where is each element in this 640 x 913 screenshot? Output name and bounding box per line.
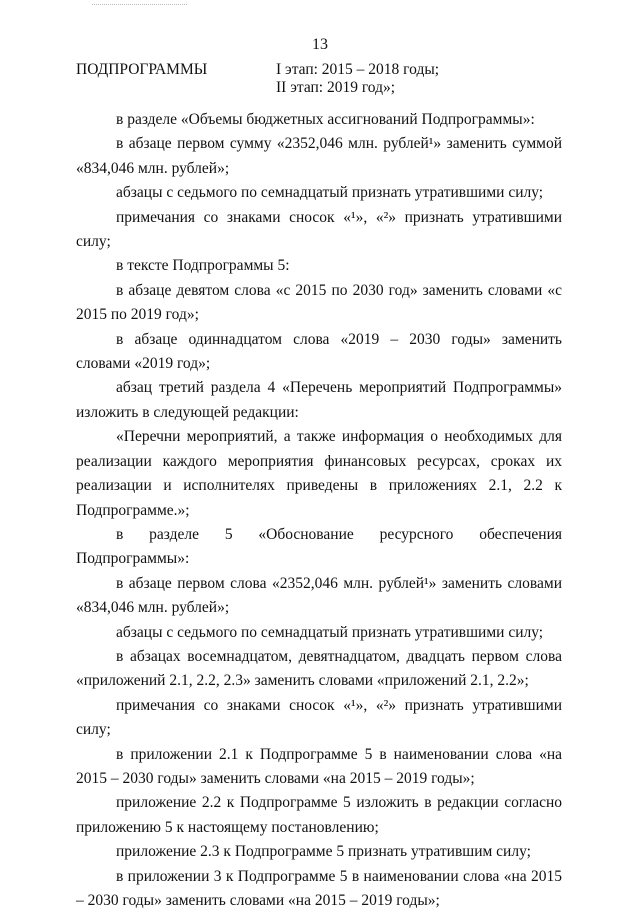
paragraph: в абзаце одиннадцатом слова «2019 – 2030 годы» заменить словами «2019 год»; xyxy=(76,330,562,373)
stage-1-line: I этап: 2015 – 2018 годы; xyxy=(276,61,440,78)
paragraph: в разделе «Объемы бюджетных ассигнований Подпрограммы»: xyxy=(116,111,535,128)
paragraph: абзацы с седьмого по семнадцатый признать утратившими силу; xyxy=(116,184,544,202)
paragraph: «Перечни мероприятий, а также информация о необходимых для реализации каждого мероприятия финансовых ресурсах, сроках их реализации и исполнителях приведены в приложениях 2.1, 2.2 к Подпрограмме.»; xyxy=(76,428,562,519)
paragraph: в абзаце первом сумму «2352,046 млн. рублей¹» заменить суммой «834,046 млн. рублей»; xyxy=(76,135,562,177)
stage-block xyxy=(276,61,439,97)
paragraph: в тексте Подпрограммы 5: xyxy=(116,257,290,275)
paragraph: в разделе 5 «Обоснование ресурсного обеспечения Подпрограммы»: xyxy=(76,525,562,568)
header-label: ПОДПРОГРАММЫ xyxy=(76,61,208,78)
paragraph: в абзаце девятом слова «с 2015 по 2030 год» заменить словами «с 2015 по 2019 год»; xyxy=(76,281,562,324)
paragraph: абзац третий раздела 4 «Перечень мероприятий Подпрограммы» изложить в следующей редакции: xyxy=(76,379,562,421)
paragraph: в абзаце первом слова «2352,046 млн. рублей¹» заменить словами «834,046 млн. рублей»; xyxy=(76,574,562,617)
paragraph: приложение 2.3 к Подпрограмме 5 признать утратившим силу; xyxy=(116,843,531,861)
paragraph: в приложении 3 к Подпрограмме 5 в наименовании слова «на 2015 – 2030 годы» заменить словами «на 2015 – 2019 годы»; xyxy=(76,867,562,909)
paragraph: примечания со знаками сносок «¹», «²» признать утратившими силу; xyxy=(76,208,562,251)
paragraph: абзацы с седьмого по семнадцатый признать утратившими силу; xyxy=(116,623,544,641)
page-number: 13 xyxy=(312,36,328,53)
document-body xyxy=(76,108,562,913)
scan-mark xyxy=(92,4,187,6)
paragraph: приложение 2.2 к Подпрограмме 5 изложить в редакции согласно приложению 5 к настоящему постановлению; xyxy=(76,794,562,836)
stage-2-line: II этап: 2019 год»; xyxy=(276,79,396,96)
paragraph: в абзацах восемнадцатом, девятнадцатом, двадцать первом слова «приложений 2.1, 2.2, 2.3» заменить словами «приложений 2.1, 2.2»; xyxy=(76,647,562,690)
paragraph: в приложении 2.1 к Подпрограмме 5 в наименовании слова «на 2015 – 2030 годы» заменить словами «на 2015 – 2019 годы»; xyxy=(76,745,562,787)
paragraph: примечания со знаками сносок «¹», «²» признать утратившими силу; xyxy=(76,696,562,739)
